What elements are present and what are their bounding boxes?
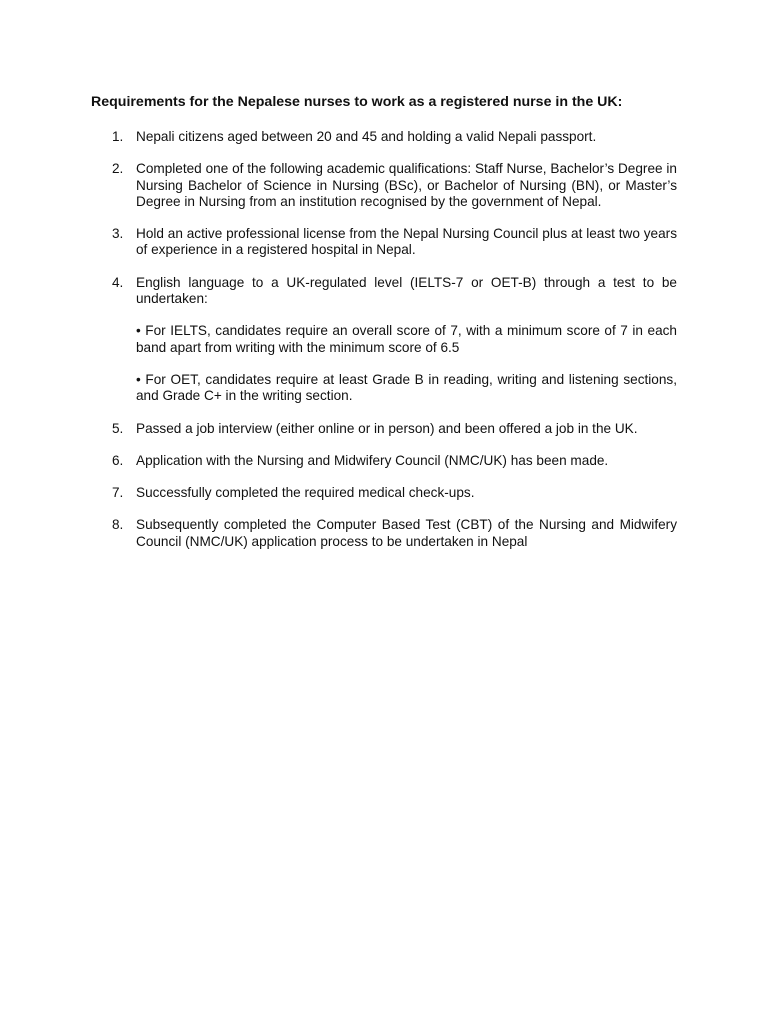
requirements-list xyxy=(0,129,768,566)
list-item-number: 4. xyxy=(112,274,124,290)
list-item-text: Application with the Nursing and Midwifery Council (NMC/UK) has been made. xyxy=(136,452,609,468)
list-item xyxy=(0,161,768,210)
sub-bullet-ielts: • For IELTS, candidates require an overall score of 7, with a minimum score of 7 in each band apart from writing with the minimum score of 6.5 xyxy=(136,323,677,355)
list-item xyxy=(0,275,768,405)
document-title: Requirements for the Nepalese nurses to work as a registered nurse in the UK: xyxy=(91,94,623,110)
list-item-text: Successfully completed the required medical check-ups. xyxy=(136,485,475,501)
list-item xyxy=(0,226,768,259)
sub-bullet-oet: • For OET, candidates require at least Grade B in reading, writing and listening sections, and Grade C+ in the writing section. xyxy=(136,371,677,404)
list-item xyxy=(0,485,768,501)
list-item xyxy=(0,453,768,469)
list-item xyxy=(0,421,768,437)
list-item-text: Hold an active professional license from the Nepal Nursing Council plus at least two years of experience in a registered hospital in Nepal. xyxy=(136,226,677,258)
list-item-number: 1. xyxy=(112,129,124,144)
list-item-number: 5. xyxy=(112,420,124,436)
list-item-text: English language to a UK-regulated level (IELTS-7 or OET-B) through a test to be undertaken: xyxy=(136,274,677,307)
list-item-number: 8. xyxy=(112,517,124,533)
list-item-number: 2. xyxy=(112,161,124,177)
list-item-text: Passed a job interview (either online or in person) and been offered a job in the UK. xyxy=(136,420,638,436)
list-item-text: Nepali citizens aged between 20 and 45 and holding a valid Nepali passport. xyxy=(136,129,597,144)
list-item-text: Completed one of the following academic qualifications: Staff Nurse, Bachelor’s Degree in Nursing Bachelor of Science in Nursing (BSc), or Bachelor of Nursing (BN), or Master’s Degree in Nursing from an institution recognised by the government of Nepal. xyxy=(136,161,677,209)
list-item xyxy=(0,517,768,550)
list-item xyxy=(0,129,768,145)
list-item-text: Subsequently completed the Computer Based Test (CBT) of the Nursing and Midwifery Council (NMC/UK) application process to be undertaken in Nepal xyxy=(136,517,677,549)
list-item-number: 3. xyxy=(112,226,124,242)
list-item-number: 7. xyxy=(112,485,124,501)
list-item-number: 6. xyxy=(112,452,124,468)
